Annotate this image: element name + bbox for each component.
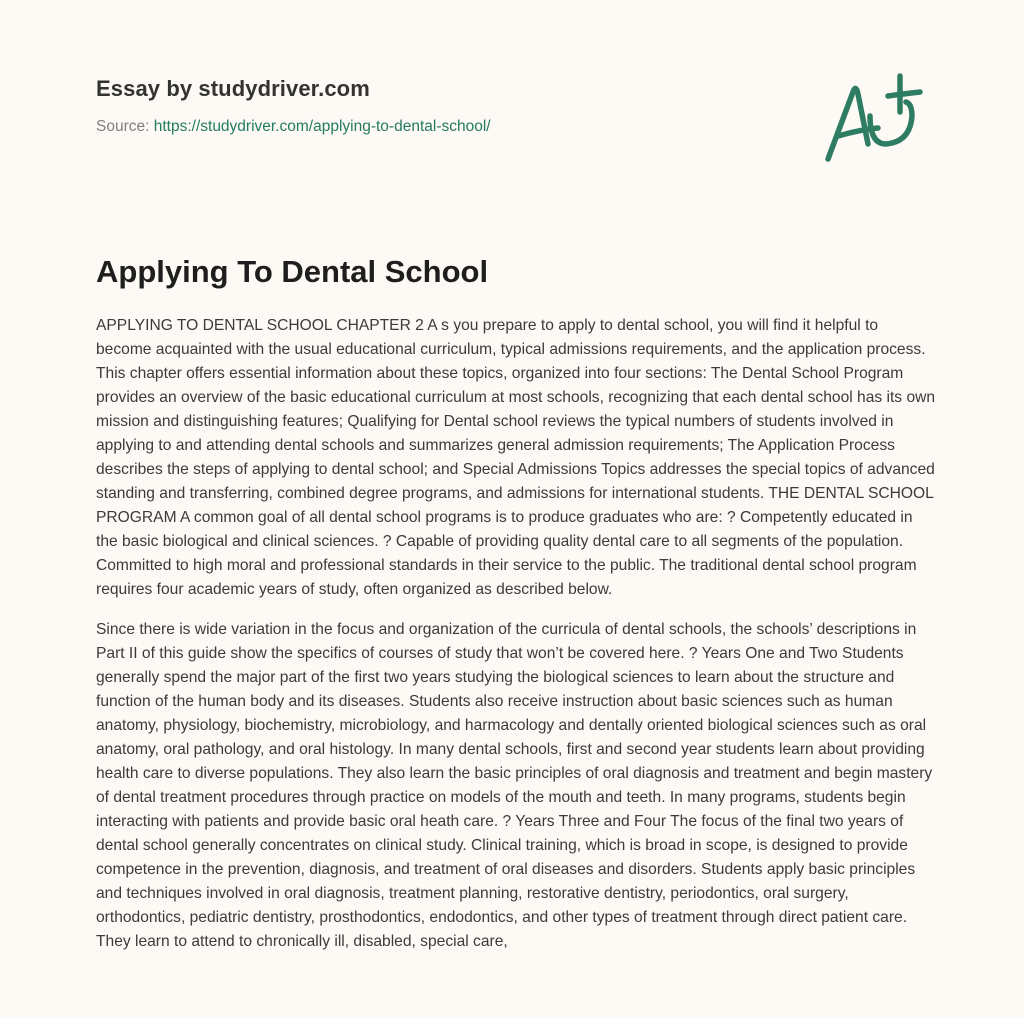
article-body — [96, 314, 936, 970]
page-title: Applying To Dental School — [96, 254, 489, 289]
site-title: Essay by studydriver.com — [96, 76, 370, 101]
source-link[interactable]: https://studydriver.com/applying-to-dental-school/ — [153, 118, 491, 135]
source-label: Source: — [96, 118, 150, 135]
article-paragraph: Since there is wide variation in the focus and organization of the curricula of dental schools, the schools’ descriptions in Part II of this guide show the specifics of courses of study that won’t be covered here. ? Years One and Two Students generally spend the major part of the first two years studying the biological sciences to learn about the structure and function of the human body and its diseases. Students also receive instruction about basic sciences such as human anatomy, physiology, biochemistry, microbiology, and harmacology and dentally oriented biological sciences such as oral anatomy, oral pathology, and oral histology. In many dental schools, first and second year students learn about providing health care to diverse populations. They also learn the basic principles of oral diagnosis and treatment and begin mastery of dental treatment procedures through practice on models of the mouth and teeth. In many programs, students begin interacting with patients and provide basic oral heath care. ? Years Three and Four The focus of the final two years of dental school generally concentrates on clinical study. Clinical training, which is broad in scope, is designed to provide competence in the prevention, diagnosis, and treatment of oral diseases and disorders. Students apply basic principles and techniques involved in oral diagnosis, treatment planning, restorative dentistry, periodontics, oral surgery, orthodontics, pediatric dentistry, prosthodontics, endodontics, and other types of treatment through direct patient care. They learn to attend to chronically ill, disabled, special care, — [96, 621, 933, 950]
site-header — [96, 74, 796, 137]
a-plus-grade-icon — [818, 64, 930, 166]
source-line — [96, 117, 796, 137]
article-paragraph: APPLYING TO DENTAL SCHOOL CHAPTER 2 A s you prepare to apply to dental school, you will find it helpful to become acquainted with the usual educational curriculum, typical admissions requirements, and the application process. This chapter offers essential information about these topics, organized into four sections: The Dental School Program provides an overview of the basic educational curriculum at most schools, recognizing that each dental school has its own mission and distinguishing features; Qualifying for Dental school reviews the typical numbers of students involved in applying to and attending dental schools and summarizes general admission requirements; The Application Process describes the steps of applying to dental school; and Special Admissions Topics addresses the special topics of advanced standing and transferring, combined degree programs, and admissions for international students. THE DENTAL SCHOOL PROGRAM A common goal of all dental school programs is to produce graduates who are: ? Competently educated in the basic biological and clinical sciences. ? Capable of providing quality dental care to all segments of the population. Committed to high moral and professional standards in their service to the public. The traditional dental school program requires four academic years of study, often organized as described below. — [96, 317, 936, 598]
